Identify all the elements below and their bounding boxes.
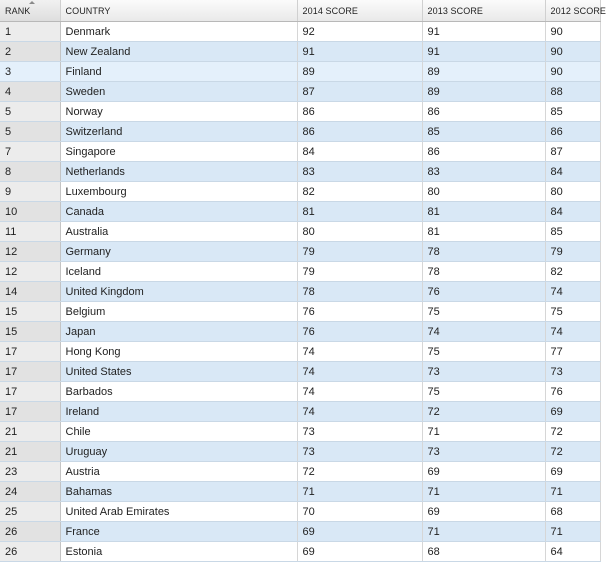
table-row[interactable] [0, 242, 600, 262]
rank-cell: 21 [0, 422, 60, 442]
score-2012-cell: 80 [545, 182, 600, 202]
score-2014-cell: 79 [297, 242, 422, 262]
country-cell: Denmark [60, 22, 297, 42]
score-2012-cell: 69 [545, 462, 600, 482]
score-2013-cell: 76 [422, 282, 545, 302]
score-2013-cell: 78 [422, 262, 545, 282]
score-2012-cell: 74 [545, 282, 600, 302]
score-2013-cell: 91 [422, 22, 545, 42]
score-2014-cell: 83 [297, 162, 422, 182]
table-header [0, 0, 606, 22]
score-2014-cell: 91 [297, 42, 422, 62]
rank-cell: 15 [0, 302, 60, 322]
table-row[interactable] [0, 322, 600, 342]
score-2014-cell: 74 [297, 402, 422, 422]
score-2012-cell: 71 [545, 482, 600, 502]
score-2013-cell: 69 [422, 502, 545, 522]
score-2012-cell: 79 [545, 242, 600, 262]
column-header-2012-score[interactable] [545, 0, 606, 22]
table-row[interactable] [0, 62, 600, 82]
sort-ascending-icon [29, 1, 35, 4]
table-row[interactable] [0, 382, 600, 402]
score-2014-cell: 76 [297, 302, 422, 322]
country-cell: Luxembourg [60, 182, 297, 202]
rank-cell: 26 [0, 542, 60, 562]
table-row[interactable] [0, 282, 600, 302]
score-2014-cell: 86 [297, 122, 422, 142]
country-cell: United Kingdom [60, 282, 297, 302]
score-2012-cell: 84 [545, 162, 600, 182]
rank-cell: 9 [0, 182, 60, 202]
column-header-2014-score-label: 2014 SCORE [302, 5, 359, 16]
score-2013-cell: 71 [422, 522, 545, 542]
score-2012-cell: 84 [545, 202, 600, 222]
country-cell: Iceland [60, 262, 297, 282]
column-header-2013-score-label: 2013 SCORE [427, 5, 484, 16]
score-2013-cell: 75 [422, 382, 545, 402]
column-header-2012-score-label: 2012 SCORE [550, 5, 606, 16]
score-2014-cell: 70 [297, 502, 422, 522]
country-cell: Uruguay [60, 442, 297, 462]
score-2014-cell: 79 [297, 262, 422, 282]
country-cell: Chile [60, 422, 297, 442]
rank-cell: 8 [0, 162, 60, 182]
country-cell: United Arab Emirates [60, 502, 297, 522]
country-cell: Ireland [60, 402, 297, 422]
country-cell: Sweden [60, 82, 297, 102]
table-row[interactable] [0, 142, 600, 162]
table-row[interactable] [0, 42, 600, 62]
rank-cell: 12 [0, 262, 60, 282]
score-2014-cell: 74 [297, 342, 422, 362]
score-2013-cell: 71 [422, 422, 545, 442]
rank-cell: 23 [0, 462, 60, 482]
rank-cell: 11 [0, 222, 60, 242]
score-2012-cell: 73 [545, 362, 600, 382]
country-cell: Hong Kong [60, 342, 297, 362]
score-2013-cell: 72 [422, 402, 545, 422]
score-2014-cell: 92 [297, 22, 422, 42]
score-2013-cell: 69 [422, 462, 545, 482]
score-2012-cell: 64 [545, 542, 600, 562]
table-row[interactable] [0, 222, 600, 242]
table-row[interactable] [0, 422, 600, 442]
score-2014-cell: 84 [297, 142, 422, 162]
column-header-2013-score[interactable] [422, 0, 545, 22]
score-2012-cell: 90 [545, 22, 600, 42]
score-2012-cell: 85 [545, 222, 600, 242]
table-row[interactable] [0, 402, 600, 422]
country-cell: Switzerland [60, 122, 297, 142]
score-2013-cell: 89 [422, 82, 545, 102]
score-2013-cell: 75 [422, 342, 545, 362]
rank-cell: 24 [0, 482, 60, 502]
score-2012-cell: 82 [545, 262, 600, 282]
score-2014-cell: 89 [297, 62, 422, 82]
score-2014-cell: 87 [297, 82, 422, 102]
rank-cell: 26 [0, 522, 60, 542]
column-header-rank[interactable] [0, 0, 60, 22]
score-2013-cell: 86 [422, 142, 545, 162]
table-row[interactable] [0, 442, 600, 462]
score-2014-cell: 73 [297, 422, 422, 442]
score-2012-cell: 72 [545, 442, 600, 462]
table-row[interactable] [0, 122, 600, 142]
rank-cell: 2 [0, 42, 60, 62]
rank-cell: 14 [0, 282, 60, 302]
score-2012-cell: 74 [545, 322, 600, 342]
score-2013-cell: 74 [422, 322, 545, 342]
score-2014-cell: 71 [297, 482, 422, 502]
table-row[interactable] [0, 482, 600, 502]
score-2014-cell: 78 [297, 282, 422, 302]
column-header-country-label: COUNTRY [65, 5, 111, 16]
rank-cell: 17 [0, 362, 60, 382]
score-2014-cell: 82 [297, 182, 422, 202]
table-body [0, 22, 600, 562]
score-2014-cell: 80 [297, 222, 422, 242]
score-2012-cell: 76 [545, 382, 600, 402]
rank-cell: 17 [0, 402, 60, 422]
score-2013-cell: 89 [422, 62, 545, 82]
score-2014-cell: 74 [297, 382, 422, 402]
table-row[interactable] [0, 162, 600, 182]
country-cell: Singapore [60, 142, 297, 162]
country-cell: Estonia [60, 542, 297, 562]
score-2013-cell: 81 [422, 222, 545, 242]
score-2013-cell: 80 [422, 182, 545, 202]
score-2012-cell: 87 [545, 142, 600, 162]
table-row[interactable] [0, 362, 600, 382]
score-2013-cell: 83 [422, 162, 545, 182]
score-2012-cell: 77 [545, 342, 600, 362]
country-cell: Japan [60, 322, 297, 342]
rank-cell: 21 [0, 442, 60, 462]
score-2012-cell: 68 [545, 502, 600, 522]
rank-cell: 4 [0, 82, 60, 102]
country-cell: Bahamas [60, 482, 297, 502]
table-row[interactable] [0, 102, 600, 122]
table-row[interactable] [0, 302, 600, 322]
score-2013-cell: 73 [422, 442, 545, 462]
table-row[interactable] [0, 202, 600, 222]
country-cell: Finland [60, 62, 297, 82]
country-cell: Canada [60, 202, 297, 222]
country-cell: Australia [60, 222, 297, 242]
score-2014-cell: 86 [297, 102, 422, 122]
table-row[interactable] [0, 342, 600, 362]
table-row[interactable] [0, 522, 600, 542]
column-header-2014-score[interactable] [297, 0, 422, 22]
rank-cell: 7 [0, 142, 60, 162]
rank-cell: 25 [0, 502, 60, 522]
rank-cell: 12 [0, 242, 60, 262]
table-row[interactable] [0, 502, 600, 522]
score-2013-cell: 91 [422, 42, 545, 62]
country-cell: France [60, 522, 297, 542]
score-2013-cell: 81 [422, 202, 545, 222]
score-2013-cell: 85 [422, 122, 545, 142]
column-header-country[interactable] [60, 0, 297, 22]
score-2013-cell: 86 [422, 102, 545, 122]
rank-cell: 5 [0, 102, 60, 122]
score-2012-cell: 72 [545, 422, 600, 442]
header-row [0, 0, 600, 22]
table-row[interactable] [0, 542, 600, 562]
rank-cell: 17 [0, 382, 60, 402]
table-row[interactable] [0, 22, 600, 42]
score-2012-cell: 90 [545, 42, 600, 62]
score-2013-cell: 73 [422, 362, 545, 382]
country-cell: Barbados [60, 382, 297, 402]
country-cell: New Zealand [60, 42, 297, 62]
rank-cell: 10 [0, 202, 60, 222]
column-header-rank-label: RANK [5, 5, 31, 16]
score-2014-cell: 72 [297, 462, 422, 482]
country-cell: Norway [60, 102, 297, 122]
score-2013-cell: 71 [422, 482, 545, 502]
table-row[interactable] [0, 182, 600, 202]
score-2012-cell: 69 [545, 402, 600, 422]
country-cell: Austria [60, 462, 297, 482]
rank-cell: 15 [0, 322, 60, 342]
score-2012-cell: 85 [545, 102, 600, 122]
score-2014-cell: 74 [297, 362, 422, 382]
score-2012-cell: 90 [545, 62, 600, 82]
score-2013-cell: 68 [422, 542, 545, 562]
score-2012-cell: 88 [545, 82, 600, 102]
country-cell: Belgium [60, 302, 297, 322]
score-2013-cell: 78 [422, 242, 545, 262]
score-2014-cell: 69 [297, 522, 422, 542]
table-row[interactable] [0, 262, 600, 282]
country-cell: United States [60, 362, 297, 382]
score-2014-cell: 73 [297, 442, 422, 462]
country-cell: Germany [60, 242, 297, 262]
rank-cell: 17 [0, 342, 60, 362]
score-2013-cell: 75 [422, 302, 545, 322]
country-cell: Netherlands [60, 162, 297, 182]
score-2012-cell: 86 [545, 122, 600, 142]
score-2014-cell: 69 [297, 542, 422, 562]
table-row[interactable] [0, 462, 600, 482]
rank-cell: 5 [0, 122, 60, 142]
table-row[interactable] [0, 82, 600, 102]
rank-cell: 3 [0, 62, 60, 82]
score-2012-cell: 75 [545, 302, 600, 322]
rank-cell: 1 [0, 22, 60, 42]
score-2014-cell: 76 [297, 322, 422, 342]
score-2014-cell: 81 [297, 202, 422, 222]
score-2012-cell: 71 [545, 522, 600, 542]
